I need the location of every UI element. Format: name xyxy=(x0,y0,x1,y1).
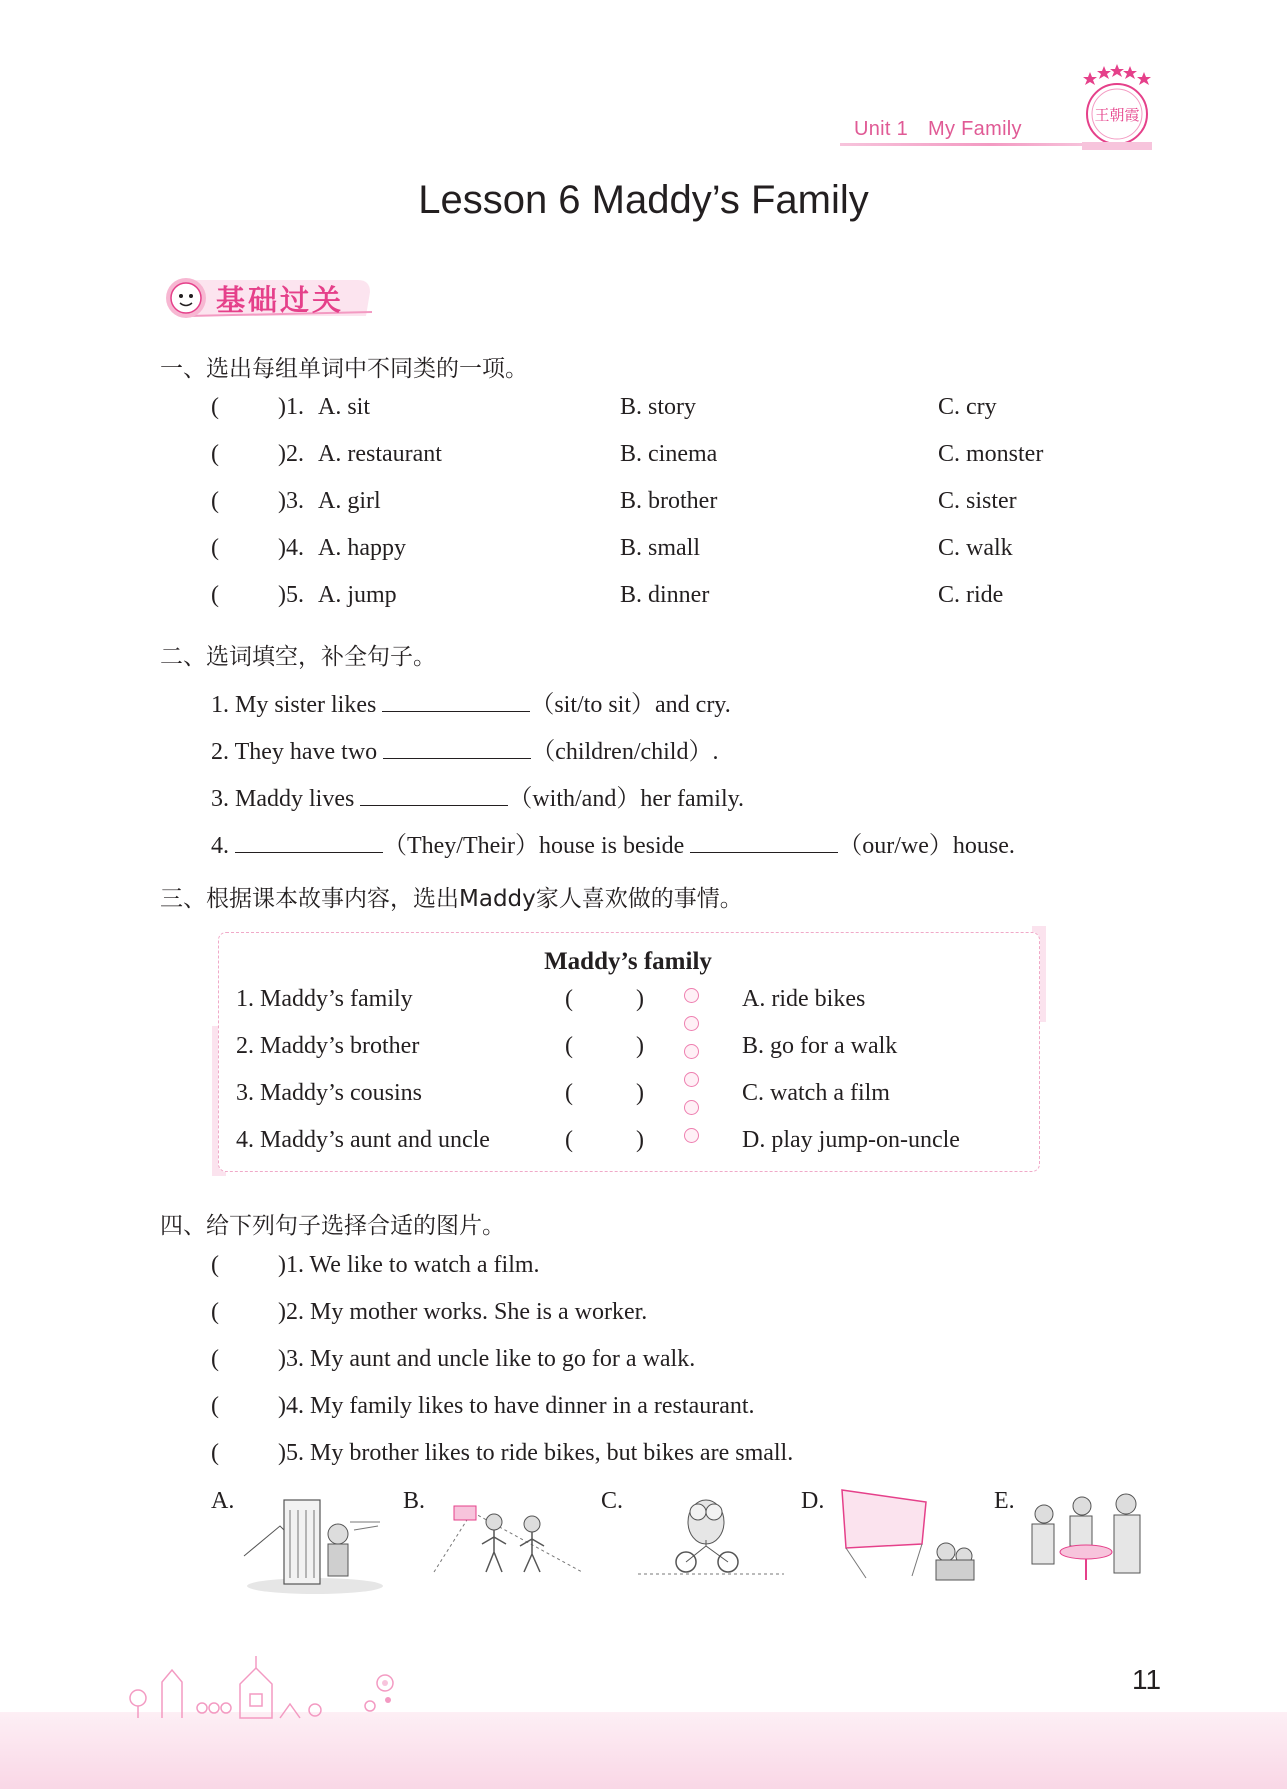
picture-label: A. xyxy=(211,1488,235,1514)
flower-decoration-icon xyxy=(374,1672,396,1694)
match-left-item: 3. Maddy’s cousins xyxy=(236,1080,422,1106)
q2-sentence-3 xyxy=(211,778,744,813)
picture-b-go-for-walk[interactable] xyxy=(432,1492,587,1582)
picture-e-dinner-restaurant[interactable] xyxy=(1026,1484,1152,1584)
match-right-item: A. ride bikes xyxy=(742,986,866,1012)
sentence-text: （with/and）her family. xyxy=(508,786,745,812)
q1-option-b: B. small xyxy=(620,535,701,561)
answer-paren[interactable]: ( xyxy=(211,441,219,467)
header-underline xyxy=(840,143,1090,146)
answer-paren[interactable]: ( xyxy=(211,1299,219,1325)
answer-paren[interactable]: ( xyxy=(211,582,219,608)
dot-decoration-icon xyxy=(684,1100,699,1115)
q4-sentence: )5. My brother likes to ride bikes, but bikes are small. xyxy=(278,1440,794,1466)
unit-number: Unit 1 xyxy=(854,118,909,140)
page-number: 11 xyxy=(1132,1664,1162,1695)
unit-title: My Family xyxy=(928,118,1022,140)
sentence-text: （They/Their）house is beside xyxy=(383,833,691,859)
dot-decoration-icon xyxy=(684,1016,699,1031)
dot-decoration-icon xyxy=(684,1044,699,1059)
q1-heading: 一、选出每组单词中不同类的一项。 xyxy=(160,356,528,382)
q4-sentence: )2. My mother works. She is a worker. xyxy=(278,1299,648,1325)
dot-decoration-icon xyxy=(684,1072,699,1087)
match-left-item: 4. Maddy’s aunt and uncle xyxy=(236,1127,490,1153)
sentence-text: （sit/to sit）and cry. xyxy=(530,692,731,718)
q1-option-b: B. story xyxy=(620,394,697,420)
section-banner-label: 基础过关 xyxy=(216,283,345,317)
picture-label: B. xyxy=(403,1488,426,1514)
footer-band xyxy=(0,1712,1287,1789)
q1-number: )3. xyxy=(278,488,304,514)
answer-paren-open[interactable]: ( xyxy=(565,1080,573,1106)
publisher-seal-logo xyxy=(1076,62,1158,154)
fill-blank[interactable] xyxy=(383,736,531,759)
q4-heading: 四、给下列句子选择合适的图片。 xyxy=(160,1213,505,1239)
q4-sentence: )3. My aunt and uncle like to go for a walk. xyxy=(278,1346,696,1372)
answer-paren[interactable]: ( xyxy=(211,1252,219,1278)
q1-option-c: C. walk xyxy=(938,535,1013,561)
svg-text:王朝霞: 王朝霞 xyxy=(1094,106,1140,124)
q1-option-c: C. monster xyxy=(938,441,1044,467)
match-right-item: D. play jump-on-uncle xyxy=(742,1127,960,1153)
fill-blank[interactable] xyxy=(382,689,530,712)
q1-option-b: B. cinema xyxy=(620,441,718,467)
answer-paren[interactable]: ( xyxy=(211,1393,219,1419)
answer-paren-close: ) xyxy=(636,1033,644,1059)
q1-option-b: B. dinner xyxy=(620,582,710,608)
lesson-title: Lesson 6 Maddy’s Family xyxy=(418,178,869,222)
picture-c-ride-bikes[interactable] xyxy=(636,1484,786,1584)
answer-paren[interactable]: ( xyxy=(211,535,219,561)
q1-option-a: A. restaurant xyxy=(318,441,442,467)
match-right-item: B. go for a walk xyxy=(742,1033,898,1059)
answer-paren-close: ) xyxy=(636,1127,644,1153)
dot-decoration-icon xyxy=(684,988,699,1003)
q1-number: )2. xyxy=(278,441,304,467)
dot-decoration-icon xyxy=(684,1128,699,1143)
q4-sentence: )4. My family likes to have dinner in a restaurant. xyxy=(278,1393,755,1419)
match-left-item: 1. Maddy’s family xyxy=(236,986,413,1012)
q2-sentence-1 xyxy=(211,684,731,719)
answer-paren-open[interactable]: ( xyxy=(565,1127,573,1153)
q3-heading: 三、根据课本故事内容，选出Maddy家人喜欢做的事情。 xyxy=(160,886,743,912)
q1-option-a: A. happy xyxy=(318,535,406,561)
q1-option-a: A. sit xyxy=(318,394,371,420)
answer-paren-open[interactable]: ( xyxy=(565,986,573,1012)
fill-blank[interactable] xyxy=(360,783,508,806)
answer-paren-close: ) xyxy=(636,986,644,1012)
sentence-text: （children/child）. xyxy=(531,739,719,765)
picture-label: E. xyxy=(994,1488,1015,1514)
sentence-text: （our/we）house. xyxy=(838,833,1015,859)
q1-number: )1. xyxy=(278,394,304,420)
answer-paren[interactable]: ( xyxy=(211,1346,219,1372)
q1-option-a: A. girl xyxy=(318,488,381,514)
sentence-text: 3. Maddy lives xyxy=(211,786,361,812)
sentence-text: 4. xyxy=(211,833,235,859)
answer-paren[interactable]: ( xyxy=(211,394,219,420)
q2-sentence-2 xyxy=(211,731,718,766)
sentence-text: 2. They have two xyxy=(211,739,384,765)
q1-option-c: C. sister xyxy=(938,488,1017,514)
fill-blank[interactable] xyxy=(690,830,838,853)
q1-option-b: B. brother xyxy=(620,488,718,514)
q1-option-a: A. jump xyxy=(318,582,397,608)
answer-paren-close: ) xyxy=(636,1080,644,1106)
picture-d-watch-film[interactable] xyxy=(838,1486,978,1584)
answer-paren-open[interactable]: ( xyxy=(565,1033,573,1059)
match-right-item: C. watch a film xyxy=(742,1080,890,1106)
answer-paren[interactable]: ( xyxy=(211,1440,219,1466)
q1-number: )5. xyxy=(278,582,304,608)
q1-number: )4. xyxy=(278,535,304,561)
q2-heading: 二、选词填空，补全句子。 xyxy=(160,644,436,670)
picture-label: C. xyxy=(601,1488,624,1514)
q2-sentence-4 xyxy=(211,825,1015,860)
picture-label: D. xyxy=(801,1488,825,1514)
q1-option-c: C. ride xyxy=(938,582,1004,608)
q1-option-c: C. cry xyxy=(938,394,997,420)
answer-paren[interactable]: ( xyxy=(211,488,219,514)
matching-box-title: Maddy’s family xyxy=(544,948,712,975)
sentence-text: 1. My sister likes xyxy=(211,692,383,718)
running-header xyxy=(854,118,1042,141)
q4-sentence: )1. We like to watch a film. xyxy=(278,1252,540,1278)
match-left-item: 2. Maddy’s brother xyxy=(236,1033,420,1059)
fill-blank[interactable] xyxy=(235,830,383,853)
picture-a-worker-building[interactable] xyxy=(240,1486,385,1596)
